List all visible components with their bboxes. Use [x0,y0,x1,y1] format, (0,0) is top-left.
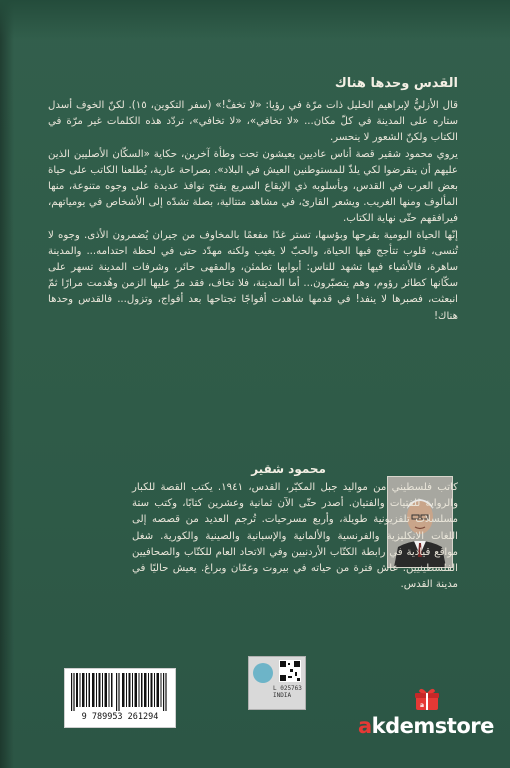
blurb-text [48,98,458,325]
author-bio [48,480,458,593]
sticker-logo-icon [253,663,273,683]
isbn-number: 9 789953 261294 [81,712,159,722]
author-bio-text: كاتب فلسطيني من مواليد جبل المكبّر، القدس، ١٩٤١. يكتب القصة للكبار والرواية للفتيات والفتيان. أصدر حتّى الآن ثمانية وعشرين كتابًا، وكتب ستة مسلسلات تلفزيونية طويلة، وأربع مسرحيات. تُرجم العديد من قصصه إلى اللغات الانكليزية والفرنسية والألمانية والإسبانية والصينية والكورية. شغل مواقع قيادية في رابطة الكتّاب الأردنيين وفي الاتحاد العام للكتّاب والصحافيين الفلسطينيين. عاش فترة من حياته في بيروت وعمّان وبراغ. يعيش حاليًا في مدينة القدس. [132,482,459,591]
blurb-title: القدس وحدها هناك [334,76,458,91]
spine-shadow [0,0,14,768]
sticker-code: L 025763 INDIA [273,685,302,699]
author-name: محمود شقير [251,462,326,476]
barcode-bars-icon [71,673,169,711]
svg-text:a: a [420,702,425,709]
blurb-paragraph: يروي محمود شقير قصة أناس عاديين يعيشون تحت وطأة آخرين، حكاية «السكّان الأصليين الذين عليهم أن ينقرضوا لكي يلذّ للمستوطنين العيش في البلاد». بصراحة عارية، يُطلعنا الكاتب على حياة بعض العرب في القدس، وبأسلوبه ذي الإيقاع السريع يفتح نوافذ عديدة على وجوه متنوعة، منها المألوف ومنها الغريب. ويشعر القارئ، في مشاهد متتالية، بصلة تشدّه إلى الأشخاص في يومياتهم، فيرافقهم حتّى نهاية الكتاب. [48,148,458,225]
blurb-paragraph: إنّها الحياة اليومية بفرحها وبؤسها، تستر غدًا مفعمًا بالمخاوف من جيران يُضمرون الأذى. وجوه لا تُنسى، قلوب تتأجج فيها الحياة، والحبّ لا يغيب ولكنه مهدّد حتى في لحظة احتدامه... والمدينة ساهرة، فالأشياء فيها تشهد للناس: أبوابها تطمئن، والمقهى حائر، وشرفات المدينة تسهر على سكّانها كطائر رؤوم، وهم يتصبّرون... أما المدينة، فلا تخاف، فقد مرّ عليها الزمن وهُدمت مرارًا ثمّ انبعثت، فصبرها لا ينفد! في قدمها شاهدت أفواجًا تجتاحها بعد أفواج، وتزول... فالقدس وحدها هناك! [48,229,458,322]
qr-code-icon [279,660,301,682]
isbn-barcode [64,668,176,728]
distributor-sticker [248,656,306,710]
store-name: akdemstore [358,714,494,738]
gift-box-icon [414,686,440,712]
top-shade [0,0,510,40]
store-logo [354,686,504,746]
blurb-paragraph: قال الأزليُّ لإبراهيم الخليل ذات مرّة في رؤيا: «لا تخفْ!» (سفر التكوين، ١٥). لكنّ الخوف أسدل ستاره على المدينة في كلّ مكان... «لا تخافي»، «لا تخافي»، تردّد هذه الكلمات غير مرّة في الكتاب ولكنّ الشعور لا ينحسر. [48,100,458,144]
